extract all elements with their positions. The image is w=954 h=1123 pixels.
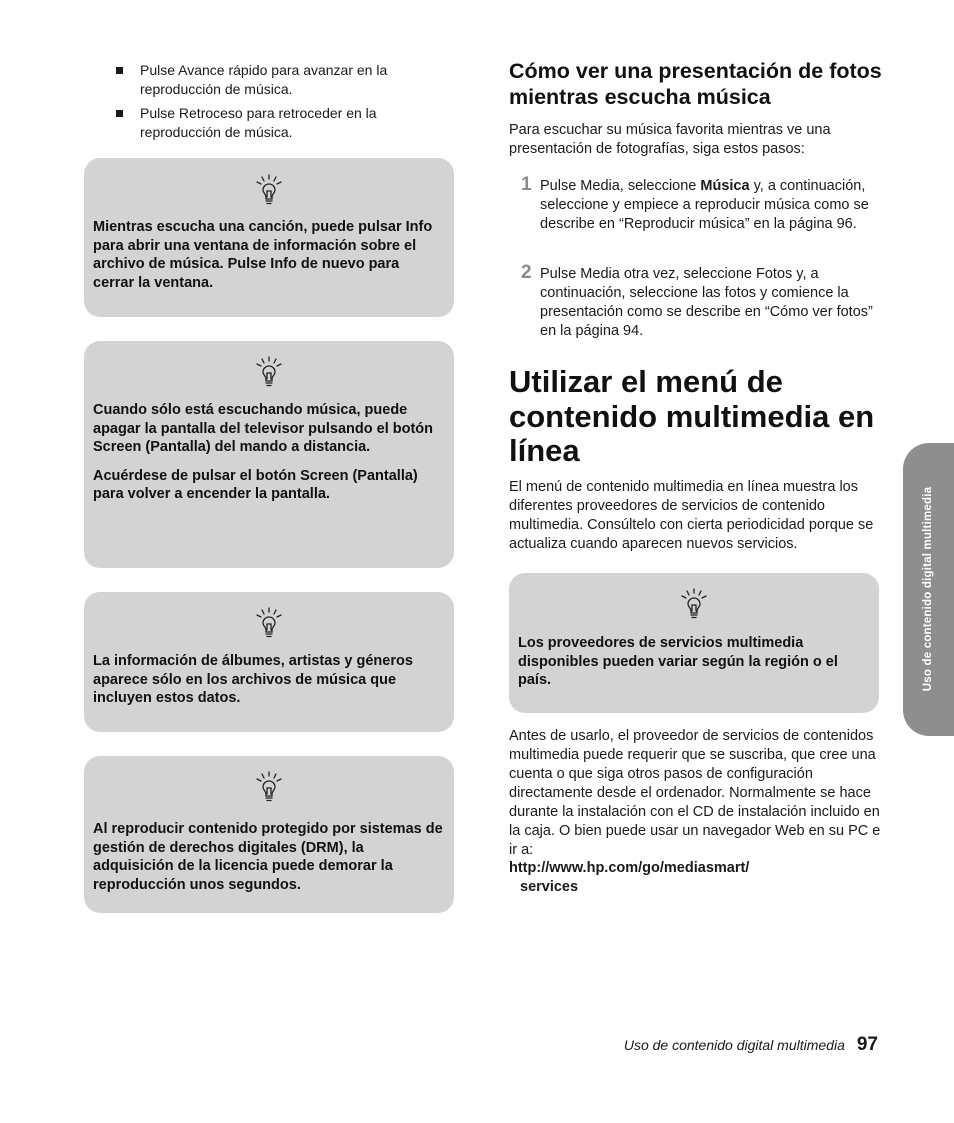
- step-number: 1: [521, 174, 532, 195]
- main-heading: Utilizar el menú de contenido multimedia en línea: [509, 364, 875, 468]
- lightbulb-icon: [251, 356, 287, 390]
- url-link[interactable]: [509, 859, 749, 897]
- step-text: Pulse Media, seleccione Música y, a continuación, seleccione y empiece a reproducir música como se describe en “Reproducir música” en la página 96.: [540, 178, 869, 232]
- tip-text: Cuando sólo está escuchando música, puede apagar la pantalla del televisor pulsando el botón Screen (Pantalla) del mando a distancia.: [93, 402, 434, 455]
- square-bullet-icon: [116, 67, 123, 74]
- square-bullet-icon: [116, 110, 123, 117]
- tip-text: Los proveedores de servicios multimedia disponibles pueden variar según la región o el país.: [518, 635, 838, 688]
- tip-box: [84, 592, 454, 732]
- step-text: Pulse Media otra vez, seleccione Fotos y, a continuación, seleccione las fotos y comience la presentación como se describe en “Cómo ver fotos” en la página 94.: [540, 266, 873, 339]
- lightbulb-icon: [251, 771, 287, 805]
- tip-box: [84, 756, 454, 913]
- side-tab-label: Uso de contenido digital multimedia: [922, 486, 934, 692]
- step-number: 2: [521, 262, 532, 283]
- footer-title: Uso de contenido digital multimedia: [623, 1037, 845, 1053]
- list-item: Pulse Retroceso para retroceder en la reproducción de música.: [113, 104, 433, 142]
- intro-paragraph: Para escuchar su música favorita mientras ve una presentación de fotografías, siga estos pasos:: [509, 122, 831, 157]
- tip-text: Al reproducir contenido protegido por sistemas de gestión de derechos digitales (DRM), la adquisición de la licencia puede demorar la reproducción unos segundos.: [93, 821, 443, 893]
- tip-box: [509, 573, 879, 713]
- page-number: 97: [856, 1034, 878, 1055]
- bullet-list: [113, 61, 433, 147]
- body-paragraph: El menú de contenido multimedia en línea muestra los diferentes proveedores de servicios de contenido multimedia. Consúltelo con cierta periodicidad porque se actualiza cuando aparecen nuevos servicios.: [509, 479, 874, 552]
- tip-text: Acuérdese de pulsar el botón Screen (Pantalla) para volver a encender la pantalla.: [93, 467, 418, 502]
- tip-box: [84, 158, 454, 317]
- tip-text: La información de álbumes, artistas y géneros aparece sólo en los archivos de música que incluyen estos datos.: [93, 653, 413, 706]
- step-2: [509, 262, 879, 341]
- tip-box: [84, 341, 454, 568]
- lightbulb-icon: [676, 588, 712, 622]
- list-item: Pulse Avance rápido para avanzar en la reproducción de música.: [113, 61, 433, 99]
- body-paragraph: Antes de usarlo, el proveedor de servicios de contenidos multimedia puede requerir que se suscriba, que cree una cuenta o que siga otros pasos de configuración directamente desde el ordenador. Normalmente se hace durante la instalación con el CD de instalación incluido en la caja. O bien puede usar un navegador Web en su PC e ir a:: [509, 728, 881, 858]
- url-line[interactable]: http://www.hp.com/go/mediasmart/: [509, 860, 750, 876]
- lightbulb-icon: [251, 174, 287, 208]
- lightbulb-icon: [251, 607, 287, 641]
- url-line[interactable]: services: [520, 879, 579, 895]
- section-heading: Cómo ver una presentación de fotos mientras escucha música: [509, 59, 882, 109]
- chapter-side-tab: [903, 443, 954, 736]
- tip-text: Mientras escucha una canción, puede pulsar Info para abrir una ventana de información sobre el archivo de música. Pulse Info de nuevo para cerrar la ventana.: [93, 219, 433, 291]
- page-footer: [624, 1034, 878, 1056]
- step-1: [509, 174, 879, 234]
